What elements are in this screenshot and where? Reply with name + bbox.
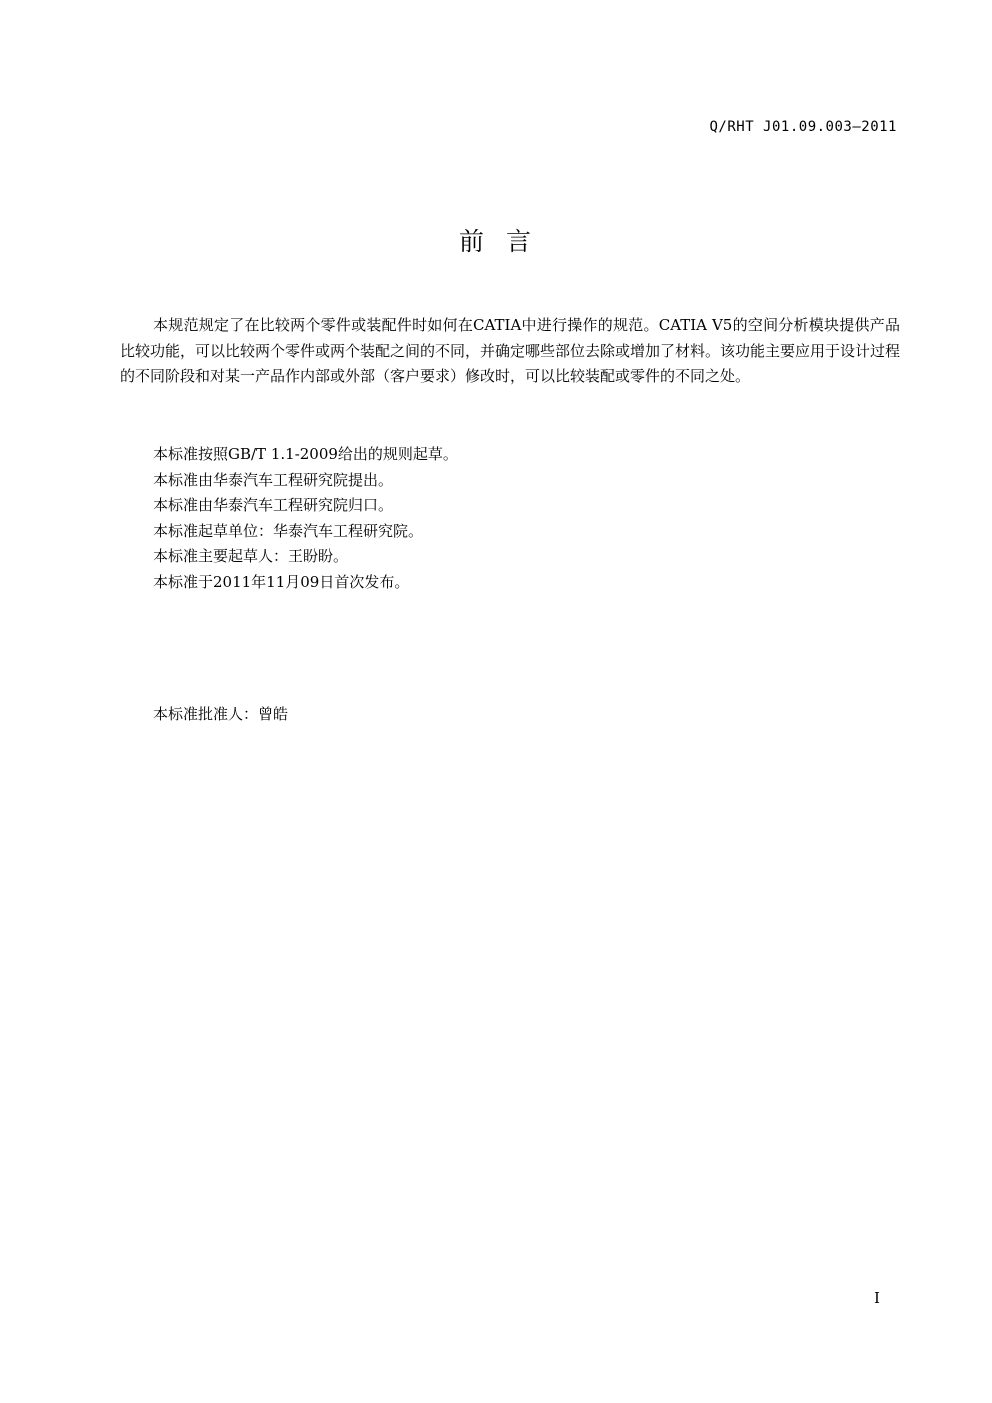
- standard-info-list: [153, 442, 458, 595]
- statement-proposer: 本标准由华泰汽车工程研究院提出。: [153, 470, 394, 489]
- approver-line: 本标准批准人：曾皓: [153, 705, 289, 723]
- document-code: Q/RHT J01.09.003—2011: [709, 119, 897, 135]
- statement-main-drafter: 本标准主要起草人：王盼盼。: [153, 547, 349, 565]
- page-number: I: [874, 1289, 880, 1307]
- statement-release-date: 本标准于2011年11月09日首次发布。: [153, 572, 410, 591]
- page-title: 前 言: [459, 227, 533, 256]
- intro-paragraph: 本规范规定了在比较两个零件或装配件时如何在CATIA中进行操作的规范。CATIA V5的空间分析模块提供产品比较功能，可以比较两个零件或两个装配之间的不同，并确定哪些部位去除或增加了材料。该功能主要应用于设计过程的不同阶段和对某一产品作内部或外部（客户要求）修改时，可以比较装配或零件的不同之处。: [120, 316, 901, 385]
- statement-drafting-rules: 本标准按照GB/T 1.1-2009给出的规则起草。: [153, 445, 458, 463]
- statement-administrator: 本标准由华泰汽车工程研究院归口。: [153, 496, 394, 514]
- statement-drafting-unit: 本标准起草单位：华泰汽车工程研究院。: [153, 521, 424, 540]
